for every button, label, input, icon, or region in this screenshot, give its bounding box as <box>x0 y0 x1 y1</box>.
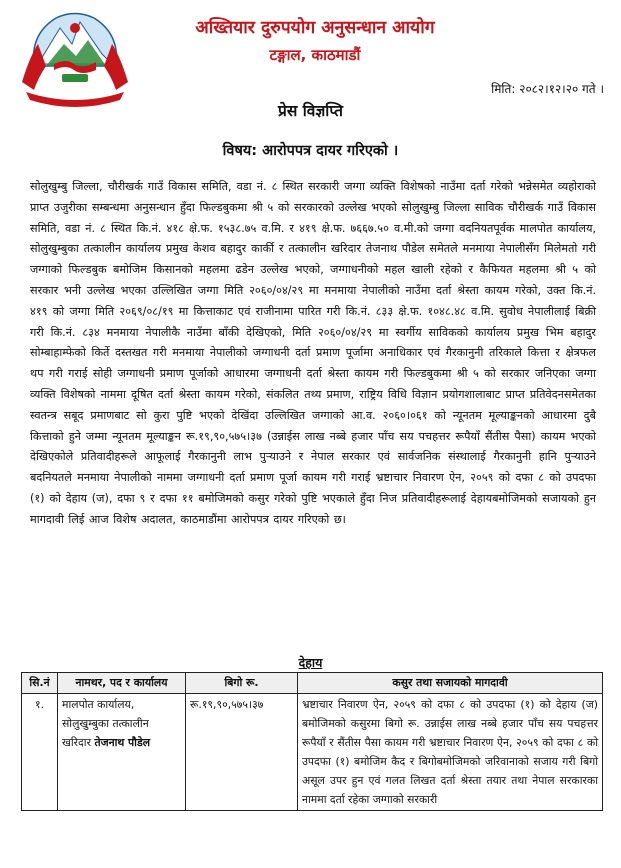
nepal-emblem-icon <box>16 4 134 110</box>
charges-table <box>21 672 603 811</box>
header-name: नामथर, पद र कार्यालय <box>58 673 186 694</box>
document-title: प्रेस विज्ञप्ति <box>278 102 343 120</box>
table-row <box>22 694 603 811</box>
schedule-heading: देहाय <box>298 655 323 670</box>
table-header-row <box>22 673 603 694</box>
header-serial: सि.नं <box>22 673 58 694</box>
issue-date: मिति: २०८२।१२।२० गते । <box>491 82 604 96</box>
cell-claim: भ्रष्टाचार निवारण ऐन, २०५९ को दफा ८ को उपदफा (१) को देहाय (ज) बमोजिमको कसुरमा बिगो रू. उन्नाईस लाख नब्बे हजार पाँच सय पचहत्तर रूपैयाँ र सैंतीस पैसा कायम गरी भ्रष्टाचार निवारण ऐन, २०५९ को दफा ८ को उपदफा (१) बमोजिम कैद र बिगोबमोजिमको जरिवानाको सजाय गरी बिगो असूल उपर हुन एवं गलत लिखत दर्ता श्रेस्ता तयार तथा नेपाल सरकारका नाममा दर्ता रहेका जग्गाको सरकारी <box>298 694 603 811</box>
cell-amount: रू.१९,९०,५७५।३७ <box>186 694 298 811</box>
cell-serial: १. <box>22 694 58 811</box>
header-claim: कसुर तथा सजायको मागदावी <box>298 673 603 694</box>
cell-name-text: मालपोत कार्यालय, सोलुखुम्बुका तत्कालीन खरिदार <box>62 698 149 749</box>
subject-line: विषय: आरोपपत्र दायर गरिएको । <box>222 143 399 159</box>
organization-name: अख्तियार दुरुपयोग अनुसन्धान आयोग <box>195 18 435 38</box>
cell-name-bold: तेजनाथ पौडेल <box>94 736 151 749</box>
header-amount: बिगो रू. <box>186 673 298 694</box>
cell-name <box>58 694 186 811</box>
body-paragraph: सोलुखुम्बु जिल्ला, चौरीखर्क गाउँ विकास समिति, वडा नं. ८ स्थित सरकारी जग्गा व्यक्ति विशेषको नाउँमा दर्ता गरेको भन्नेसमेत व्यहोराको प्राप्त उजुरीका सम्बन्धमा अनुसन्धान हुँदा फिल्डबुकमा श्री ५ को सरकारको उल्लेख भएको सोलुखुम्बु जिल्ला साविक चौरीखर्क गाउँ विकास समिति, वडा नं. ८ स्थित कि.नं. ४१८ क्षे.फ. १५३८.७५ व.मि. र ४१९ क्षे.फ. ७६६७.५० व.मी.को जग्गा वदनियतपूर्वक मालपोत कार्यालय, सोलुखुम्बुका तत्कालीन कार्यालय प्रमुख केशव बहादुर कार्की र तत्कालीन खरिदार तेजनाथ पौडेल समेतले मनमाया नेपालीसँग मिलेमतो गरी जग्गाको फिल्डबुक बमोजिम किसानको महलमा ढडेन उल्लेख भएको, जग्गाधनीको महल खाली रहेको र कैफियत महलमा श्री ५ को सरकार भनी उल्लेख भएका उल्लिखित जग्गा मिति २०६०/०४/२९ मा मनमाया नेपालीको नाउँमा दर्ता श्रेस्ता कायम गरेको, उक्त कि.नं. ४१९ को जग्गा मिति २०६९/०८/१९ मा कित्ताकाट एवं राजीनामा पारित गरी कि.नं. ८३३ क्षे.फ. १०४८.४८ व.मि. सुवोध नेपालीलाई बिक्री गरी कि.नं. ८३४ मनमाया नेपालीकै नाउँमा बाँकी देखिएको, मिति २०६०/०४/२९ मा स्वर्गीय साविकको कार्यालय प्रमुख भिम बहादुर सोम्बाहाम्फेको किर्ते दस्तखत गरी मनमाया नेपालीको जग्गाधनी दर्ता प्रमाण पूर्जामा अनाधिकार एवं गैरकानुनी तरिकाले कित्ता र क्षेत्रफल थप गरी गराई सोही जग्गाधनी प्रमाण पूर्जाको आधारमा जग्गाधनी दर्ता श्रेस्ता कायम गरी फिल्डबुकमा श्री ५ को सरकार जनिएका जग्गा व्यक्ति विशेषको नाममा दूषित दर्ता श्रेस्ता कायम गरेको, संकलित तथ्य प्रमाण, राष्ट्रिय विधि विज्ञान प्रयोगशालाबाट प्राप्त प्रतिवेदनसमेतका स्वतन्त्र सबूद प्रमाणबाट सो कुरा पुष्टि भएको देखिंदा उल्लिखित जग्गाको आ.व. २०६०।०६१ को न्यूनतम मूल्याङ्कनको आधारमा दुबै कित्ताको हुने जम्मा न्यूनतम मूल्याङ्कन रू.१९,९०,५७५।३७ (उन्नाईस लाख नब्बे हजार पाँच सय पचहत्तर रूपैयाँ सैंतीस पैसा) कायम भएको देखिएकोले प्रतिवादीहरूले आफूलाई गैरकानुनी लाभ पुऱ्याउने र नेपाल सरकार एवं सार्वजनिक संस्थालाई गैरकानुनी हानि पुऱ्याउने बदनियतले मनमाया नेपालीको नाममा जग्गाधनी दर्ता प्रमाण पूर्जा कायम गरी गराई भ्रष्टाचार निवारण ऐन, २०५९ को दफा ८ को उपदफा (१) को देहाय (ज), दफा ९ र दफा ११ बमोजिमको कसुर गरेको पुष्टि भएकाले हुँदा निज प्रतिवादीहरूलाई देहायबमोजिमको सजायको हुन मागदावी लिई आज विशेष अदालत, काठमाडौंमा आरोपपत्र दायर गरिएको छ। <box>30 180 596 526</box>
organization-address: टङ्गाल, काठमाडौं <box>269 46 361 64</box>
